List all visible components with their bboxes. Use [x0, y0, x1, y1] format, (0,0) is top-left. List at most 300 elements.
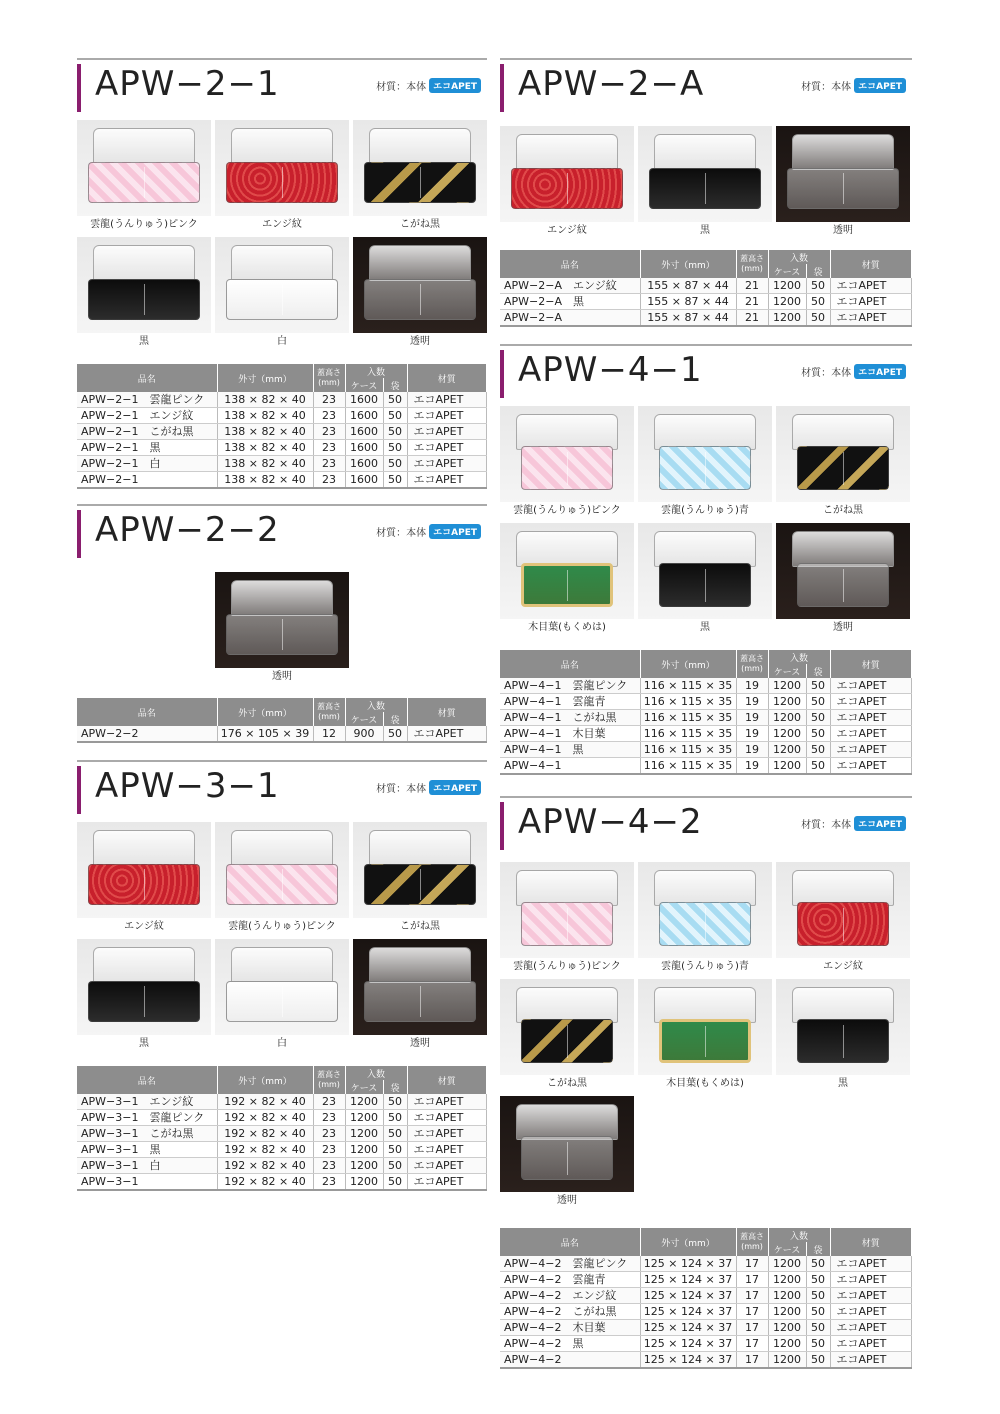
col-case-header: ケース: [768, 664, 806, 678]
container-tray: [659, 446, 750, 490]
col-material-header: 材質: [830, 650, 912, 678]
eco-apet-badge: エコAPET: [429, 78, 481, 93]
container-lid: [792, 134, 894, 170]
eco-apet-badge: エコAPET: [429, 524, 481, 539]
cell-lid-height: 17: [736, 1256, 768, 1272]
photo-caption: こがね黒: [823, 505, 863, 516]
cell-lid-height: 17: [736, 1272, 768, 1288]
cell-product-name: APW−2−1 エンジ紋: [77, 408, 217, 424]
product-photo-item: [638, 523, 772, 636]
product-photo: [77, 822, 211, 918]
table-row: [500, 310, 912, 327]
section-apw-2-a: [500, 58, 912, 324]
cell-product-name: APW−3−1: [77, 1174, 217, 1191]
cell-material: エコAPET: [830, 310, 912, 327]
cell-material: エコAPET: [830, 758, 912, 775]
col-name-header: 品名: [77, 1066, 217, 1094]
container-tray: [226, 279, 339, 319]
cell-outer-size: 138 × 82 × 40: [217, 440, 313, 456]
container-tray: [226, 981, 339, 1021]
height-label: 蓋高さ: [317, 1070, 341, 1079]
cell-bag-qty: 50: [383, 456, 407, 472]
cell-material: エコAPET: [407, 1110, 487, 1126]
product-title: APW−2−1: [95, 64, 280, 104]
cell-material: エコAPET: [830, 1352, 912, 1369]
cell-outer-size: 192 × 82 × 40: [217, 1174, 313, 1191]
cell-product-name: APW−4−2 エンジ紋: [500, 1288, 640, 1304]
cell-lid-height: 23: [313, 408, 345, 424]
col-bag-header: 袋: [383, 378, 407, 392]
container-lid: [369, 245, 471, 281]
container-lid: [93, 245, 195, 281]
product-photo-item: [77, 822, 211, 935]
accent-bar: [77, 64, 81, 112]
cell-outer-size: 125 × 124 × 37: [640, 1320, 736, 1336]
product-photo: [638, 126, 772, 222]
container-tray: [797, 902, 888, 946]
cell-case-qty: 1200: [768, 1352, 806, 1369]
container-lid: [792, 414, 894, 450]
table-row: [500, 758, 912, 775]
cell-material: エコAPET: [830, 1320, 912, 1336]
photo-grid: [77, 120, 487, 350]
cell-outer-size: 116 × 115 × 35: [640, 694, 736, 710]
table-row: [500, 278, 912, 294]
cell-outer-size: 125 × 124 × 37: [640, 1288, 736, 1304]
product-photo: [638, 523, 772, 619]
cell-lid-height: 23: [313, 392, 345, 408]
photo-caption: 透明: [272, 671, 292, 682]
cell-case-qty: 1200: [768, 1304, 806, 1320]
cell-product-name: APW−4−2 黒: [500, 1336, 640, 1352]
section-header: [500, 796, 912, 848]
product-photo: [776, 523, 910, 619]
cell-outer-size: 192 × 82 × 40: [217, 1094, 313, 1110]
cell-outer-size: 116 × 115 × 35: [640, 678, 736, 694]
product-photo: [638, 862, 772, 958]
header-row: [500, 650, 912, 664]
cell-bag-qty: 50: [806, 310, 830, 327]
product-photo: [500, 406, 634, 502]
cell-outer-size: 192 × 82 × 40: [217, 1126, 313, 1142]
product-photo: [500, 979, 634, 1075]
material-note: [801, 816, 906, 831]
spec-table-head: [77, 364, 487, 392]
spec-table: [500, 250, 912, 327]
section-apw-4-1: [500, 344, 912, 772]
photo-caption: 黒: [700, 622, 710, 633]
material-label: 材質：本体: [376, 784, 427, 795]
product-photo-item: [353, 237, 487, 350]
photo-grid: [500, 862, 910, 1209]
cell-material: エコAPET: [830, 742, 912, 758]
container-lid: [369, 830, 471, 866]
product-title: APW−4−2: [518, 802, 703, 842]
photo-caption: 黒: [139, 336, 149, 347]
photo-grid: [77, 822, 487, 1052]
product-photo: [776, 862, 910, 958]
container-tray: [88, 162, 201, 202]
product-title: APW−4−1: [518, 350, 703, 390]
cell-product-name: APW−2−A: [500, 310, 640, 327]
table-row: [500, 742, 912, 758]
table-row: [500, 1272, 912, 1288]
height-unit: (mm): [741, 1242, 763, 1251]
col-bag-header: 袋: [383, 712, 407, 726]
cell-case-qty: 1200: [768, 694, 806, 710]
cell-bag-qty: 50: [806, 710, 830, 726]
cell-lid-height: 17: [736, 1352, 768, 1369]
photo-grid: [215, 572, 349, 685]
container-tray: [659, 1019, 750, 1063]
section-apw-3-1: [77, 760, 487, 1188]
product-photo: [776, 406, 910, 502]
cell-product-name: APW−4−1 こがね黒: [500, 710, 640, 726]
container-lid: [231, 580, 333, 616]
photo-grid: [500, 126, 910, 239]
photo-caption: エンジ紋: [823, 961, 863, 972]
container-tray: [797, 446, 888, 490]
container-tray: [364, 162, 477, 202]
cell-lid-height: 23: [313, 456, 345, 472]
col-case-header: ケース: [345, 378, 383, 392]
cell-outer-size: 138 × 82 × 40: [217, 456, 313, 472]
section-apw-2-1: [77, 58, 487, 486]
height-label: 蓋高さ: [740, 654, 764, 663]
accent-bar: [500, 802, 504, 850]
cell-lid-height: 23: [313, 440, 345, 456]
photo-caption: 木目葉(もくめは): [528, 622, 606, 633]
photo-caption: 黒: [139, 1038, 149, 1049]
col-material-header: 材質: [830, 1228, 912, 1256]
col-qty-header: 入数: [768, 1228, 830, 1242]
container-lid: [93, 830, 195, 866]
section-header: [500, 58, 912, 110]
container-lid: [654, 414, 756, 450]
cell-case-qty: 1200: [768, 1272, 806, 1288]
cell-bag-qty: 50: [383, 1126, 407, 1142]
product-photo: [77, 939, 211, 1035]
product-title: APW−3−1: [95, 766, 280, 806]
cell-lid-height: 19: [736, 710, 768, 726]
product-photo: [77, 120, 211, 216]
table-row: [77, 424, 487, 440]
col-size-header: 外寸（mm）: [217, 364, 313, 392]
photo-caption: 黒: [838, 1078, 848, 1089]
product-photo-item: [215, 822, 349, 935]
table-row: [500, 1304, 912, 1320]
cell-case-qty: 1600: [345, 472, 383, 489]
cell-case-qty: 1200: [768, 758, 806, 775]
cell-product-name: APW−3−1 雲龍ピンク: [77, 1110, 217, 1126]
photo-caption: エンジ紋: [124, 921, 164, 932]
product-photo: [500, 126, 634, 222]
photo-grid: [500, 406, 910, 636]
header-row: [500, 1228, 912, 1242]
table-row: [77, 472, 487, 489]
cell-lid-height: 17: [736, 1304, 768, 1320]
table-row: [500, 710, 912, 726]
height-label: 蓋高さ: [740, 254, 764, 263]
table-row: [77, 1126, 487, 1142]
cell-case-qty: 1200: [768, 726, 806, 742]
photo-caption: 雲龍(うんりゅう)青: [661, 505, 749, 516]
cell-case-qty: 1200: [768, 1256, 806, 1272]
material-label: 材質：本体: [801, 82, 852, 93]
cell-material: エコAPET: [830, 726, 912, 742]
table-row: [77, 440, 487, 456]
table-row: [500, 294, 912, 310]
height-label: 蓋高さ: [317, 702, 341, 711]
product-photo-item: [215, 572, 349, 685]
spec-table-body: [77, 392, 487, 488]
height-unit: (mm): [741, 664, 763, 673]
eco-apet-badge: エコAPET: [854, 364, 906, 379]
cell-outer-size: 176 × 105 × 39: [217, 726, 313, 742]
spec-table: [500, 1228, 912, 1369]
product-photo-item: [776, 126, 910, 239]
cell-outer-size: 125 × 124 × 37: [640, 1256, 736, 1272]
col-bag-header: 袋: [806, 664, 830, 678]
container-lid: [369, 947, 471, 983]
photo-caption: 白: [277, 1038, 287, 1049]
table-row: [500, 1320, 912, 1336]
cell-lid-height: 12: [313, 726, 345, 742]
cell-bag-qty: 50: [806, 726, 830, 742]
accent-bar: [500, 350, 504, 398]
cell-outer-size: 125 × 124 × 37: [640, 1304, 736, 1320]
cell-material: エコAPET: [830, 1336, 912, 1352]
col-qty-header: 入数: [768, 250, 830, 264]
cell-lid-height: 17: [736, 1336, 768, 1352]
col-bag-header: 袋: [806, 1242, 830, 1256]
cell-material: エコAPET: [830, 1288, 912, 1304]
spec-table-head: [500, 1228, 912, 1256]
cell-material: エコAPET: [407, 1142, 487, 1158]
cell-material: エコAPET: [407, 472, 487, 489]
cell-outer-size: 116 × 115 × 35: [640, 710, 736, 726]
container-lid: [231, 128, 333, 164]
cell-lid-height: 19: [736, 726, 768, 742]
cell-lid-height: 23: [313, 1158, 345, 1174]
photo-caption: こがね黒: [400, 219, 440, 230]
cell-product-name: APW−4−2: [500, 1352, 640, 1369]
product-photo: [215, 822, 349, 918]
container-tray: [659, 902, 750, 946]
section-apw-4-2: [500, 796, 912, 1366]
cell-product-name: APW−2−A 黒: [500, 294, 640, 310]
photo-caption: 雲龍(うんりゅう)ピンク: [513, 961, 621, 972]
product-photo-item: [353, 939, 487, 1052]
cell-product-name: APW−4−1: [500, 758, 640, 775]
accent-bar: [77, 510, 81, 558]
container-tray: [226, 162, 339, 202]
container-lid: [792, 531, 894, 567]
cell-outer-size: 138 × 82 × 40: [217, 408, 313, 424]
cell-material: エコAPET: [830, 294, 912, 310]
material-note: [801, 364, 906, 379]
height-unit: (mm): [741, 264, 763, 273]
cell-product-name: APW−4−2 木目葉: [500, 1320, 640, 1336]
cell-case-qty: 1600: [345, 408, 383, 424]
col-size-header: 外寸（mm）: [217, 1066, 313, 1094]
container-tray: [88, 279, 201, 319]
photo-caption: 黒: [700, 225, 710, 236]
section-header: [77, 58, 487, 110]
cell-product-name: APW−4−2 雲龍ピンク: [500, 1256, 640, 1272]
product-photo-item: [77, 120, 211, 233]
product-photo: [353, 237, 487, 333]
container-lid: [516, 414, 618, 450]
spec-table: [500, 650, 912, 775]
col-case-header: ケース: [345, 1080, 383, 1094]
container-lid: [231, 245, 333, 281]
col-height-header: [313, 1066, 345, 1094]
table-row: [500, 1336, 912, 1352]
eco-apet-badge: エコAPET: [854, 78, 906, 93]
product-photo: [353, 939, 487, 1035]
product-photo: [776, 979, 910, 1075]
product-photo-item: [638, 406, 772, 519]
cell-outer-size: 138 × 82 × 40: [217, 392, 313, 408]
container-lid: [654, 870, 756, 906]
col-qty-header: 入数: [345, 698, 407, 712]
header-row: [500, 250, 912, 264]
cell-bag-qty: 50: [383, 472, 407, 489]
container-lid: [516, 531, 618, 567]
col-bag-header: 袋: [383, 1080, 407, 1094]
container-tray: [521, 446, 612, 490]
table-row: [500, 726, 912, 742]
cell-case-qty: 1200: [768, 1320, 806, 1336]
cell-bag-qty: 50: [383, 440, 407, 456]
accent-bar: [77, 766, 81, 814]
container-tray: [364, 279, 477, 319]
product-photo: [500, 1096, 634, 1192]
spec-table-body: [77, 1094, 487, 1190]
table-row: [500, 1352, 912, 1369]
cell-lid-height: 19: [736, 694, 768, 710]
col-name-header: 品名: [77, 364, 217, 392]
product-photo-item: [77, 939, 211, 1052]
cell-lid-height: 23: [313, 424, 345, 440]
spec-table-body: [500, 678, 912, 774]
col-height-header: [736, 650, 768, 678]
table-row: [77, 408, 487, 424]
cell-outer-size: 192 × 82 × 40: [217, 1110, 313, 1126]
cell-bag-qty: 50: [383, 1094, 407, 1110]
cell-material: エコAPET: [407, 1158, 487, 1174]
photo-caption: エンジ紋: [547, 225, 587, 236]
height-unit: (mm): [318, 712, 340, 721]
col-case-header: ケース: [768, 264, 806, 278]
cell-case-qty: 1600: [345, 440, 383, 456]
cell-material: エコAPET: [830, 278, 912, 294]
col-size-header: 外寸（mm）: [217, 698, 313, 726]
header-row: [77, 364, 487, 378]
product-photo: [500, 862, 634, 958]
cell-product-name: APW−2−1 黒: [77, 440, 217, 456]
col-qty-header: 入数: [345, 364, 407, 378]
spec-table-head: [500, 650, 912, 678]
cell-outer-size: 116 × 115 × 35: [640, 758, 736, 775]
cell-bag-qty: 50: [383, 392, 407, 408]
section-header: [77, 760, 487, 812]
material-note: [801, 78, 906, 93]
photo-caption: 透明: [833, 225, 853, 236]
cell-material: エコAPET: [830, 678, 912, 694]
cell-bag-qty: 50: [806, 1304, 830, 1320]
container-tray: [649, 168, 762, 208]
cell-bag-qty: 50: [806, 742, 830, 758]
cell-product-name: APW−3−1 エンジ紋: [77, 1094, 217, 1110]
cell-outer-size: 125 × 124 × 37: [640, 1352, 736, 1369]
cell-material: エコAPET: [407, 1094, 487, 1110]
product-photo-item: [77, 237, 211, 350]
container-tray: [88, 864, 201, 904]
cell-outer-size: 138 × 82 × 40: [217, 424, 313, 440]
cell-product-name: APW−3−1 白: [77, 1158, 217, 1174]
cell-outer-size: 125 × 124 × 37: [640, 1272, 736, 1288]
container-lid: [792, 870, 894, 906]
container-lid: [369, 128, 471, 164]
cell-material: エコAPET: [830, 694, 912, 710]
product-photo-item: [638, 979, 772, 1092]
photo-caption: 透明: [833, 622, 853, 633]
photo-caption: 雲龍(うんりゅう)ピンク: [228, 921, 336, 932]
cell-bag-qty: 50: [806, 694, 830, 710]
cell-case-qty: 1200: [345, 1174, 383, 1191]
cell-case-qty: 1200: [768, 310, 806, 327]
cell-case-qty: 1600: [345, 424, 383, 440]
product-photo: [638, 979, 772, 1075]
cell-bag-qty: 50: [383, 1174, 407, 1191]
photo-caption: 透明: [557, 1195, 577, 1206]
cell-lid-height: 23: [313, 472, 345, 489]
col-size-header: 外寸（mm）: [640, 650, 736, 678]
cell-case-qty: 1200: [345, 1094, 383, 1110]
product-title: APW−2−A: [518, 64, 705, 104]
container-tray: [659, 563, 750, 607]
cell-bag-qty: 50: [383, 726, 407, 742]
cell-product-name: APW−4−2 こがね黒: [500, 1304, 640, 1320]
cell-bag-qty: 50: [806, 678, 830, 694]
product-photo: [500, 523, 634, 619]
table-row: [77, 456, 487, 472]
photo-caption: 木目葉(もくめは): [666, 1078, 744, 1089]
cell-bag-qty: 50: [806, 1352, 830, 1369]
cell-product-name: APW−3−1 こがね黒: [77, 1126, 217, 1142]
col-material-header: 材質: [830, 250, 912, 278]
cell-bag-qty: 50: [806, 1288, 830, 1304]
cell-outer-size: 192 × 82 × 40: [217, 1142, 313, 1158]
product-photo-item: [353, 120, 487, 233]
col-name-header: 品名: [500, 650, 640, 678]
product-photo: [215, 237, 349, 333]
cell-material: エコAPET: [407, 1126, 487, 1142]
photo-caption: 雲龍(うんりゅう)ピンク: [513, 505, 621, 516]
product-photo-item: [215, 120, 349, 233]
photo-caption: こがね黒: [547, 1078, 587, 1089]
product-photo-item: [500, 979, 634, 1092]
cell-case-qty: 1200: [768, 742, 806, 758]
cell-lid-height: 23: [313, 1142, 345, 1158]
table-row: [500, 678, 912, 694]
table-row: [77, 1094, 487, 1110]
cell-lid-height: 19: [736, 742, 768, 758]
section-header: [77, 504, 487, 556]
product-photo-item: [500, 1096, 634, 1209]
